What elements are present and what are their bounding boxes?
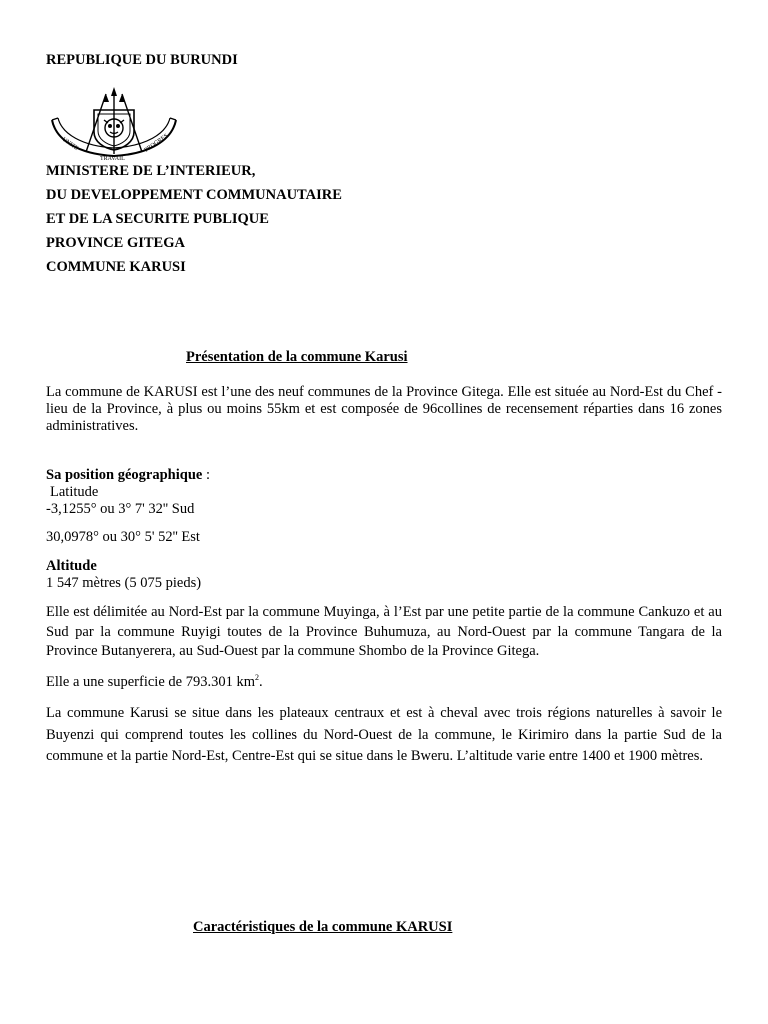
area-paragraph (46, 674, 722, 691)
republic-heading: REPUBLIQUE DU BURUNDI (46, 52, 238, 68)
area-text: Elle a une superficie de 793.301 km (46, 674, 255, 690)
ministry-line-3: ET DE LA SECURITE PUBLIQUE (46, 211, 269, 227)
ministry-line-1: MINISTERE DE L’INTERIEUR, (46, 163, 256, 179)
svg-text:UNITE: UNITE (60, 136, 80, 152)
section-title-presentation: Présentation de la commune Karusi (186, 349, 408, 365)
latitude-value: -3,1255° ou 3° 7' 32'' Sud (46, 501, 195, 517)
altitude-label: Altitude (46, 558, 97, 574)
altitude-block (46, 558, 722, 592)
altitude-value: 1 547 mètres (5 075 pieds) (46, 575, 202, 591)
latitude-label: Latitude (50, 484, 99, 500)
geo-block (46, 467, 722, 518)
burundi-coat-of-arms-emblem (48, 84, 180, 162)
geo-colon: : (202, 467, 210, 483)
svg-text:TRAVAIL: TRAVAIL (100, 156, 125, 162)
area-end: . (258, 674, 263, 690)
svg-text:PROGRES: PROGRES (143, 133, 170, 154)
commune-line: COMMUNE KARUSI (46, 259, 186, 275)
section-title-characteristics: Caractéristiques de la commune KARUSI (193, 919, 453, 935)
intro-paragraph: La commune de KARUSI est l’une des neuf communes de la Province Gitega. Elle est située au Nord-Est du Chef -lieu de la Province, à plus ou moins 55km et est composée de 96collines de recensement réparties dans 16 zones administratives. (46, 384, 722, 434)
borders-paragraph: Elle est délimitée au Nord-Est par la commune Muyinga, à l’Est par une petite partie de la commune Cankuzo et au Sud par la commune Ruyigi toutes de la Province Buhumuza, au Nord-Ouest par la commune Tangara de la Province Butanyerera, au Sud-Ouest par la commune Shombo de la Province Gitega. (46, 604, 722, 659)
ministry-line-2: DU DEVELOPPEMENT COMMUNAUTAIRE (46, 187, 342, 203)
longitude-value: 30,0978° ou 30° 5' 52'' Est (46, 529, 200, 545)
area-superscript: 2 (254, 673, 259, 683)
province-line: PROVINCE GITEGA (46, 235, 185, 251)
geo-position-label: Sa position géographique (46, 467, 203, 483)
regions-paragraph: La commune Karusi se situe dans les plateaux centraux et est à cheval avec trois régions naturelles à savoir le Buyenzi qui comprend toutes les collines du Nord-Ouest de la commune, le Kirimiro dans la partie Sud de la commune et la partie Nord-Est, Centre-Est qui se situe dans le Bweru. L’altitude varie entre 1400 et 1900 mètres. (46, 705, 722, 764)
